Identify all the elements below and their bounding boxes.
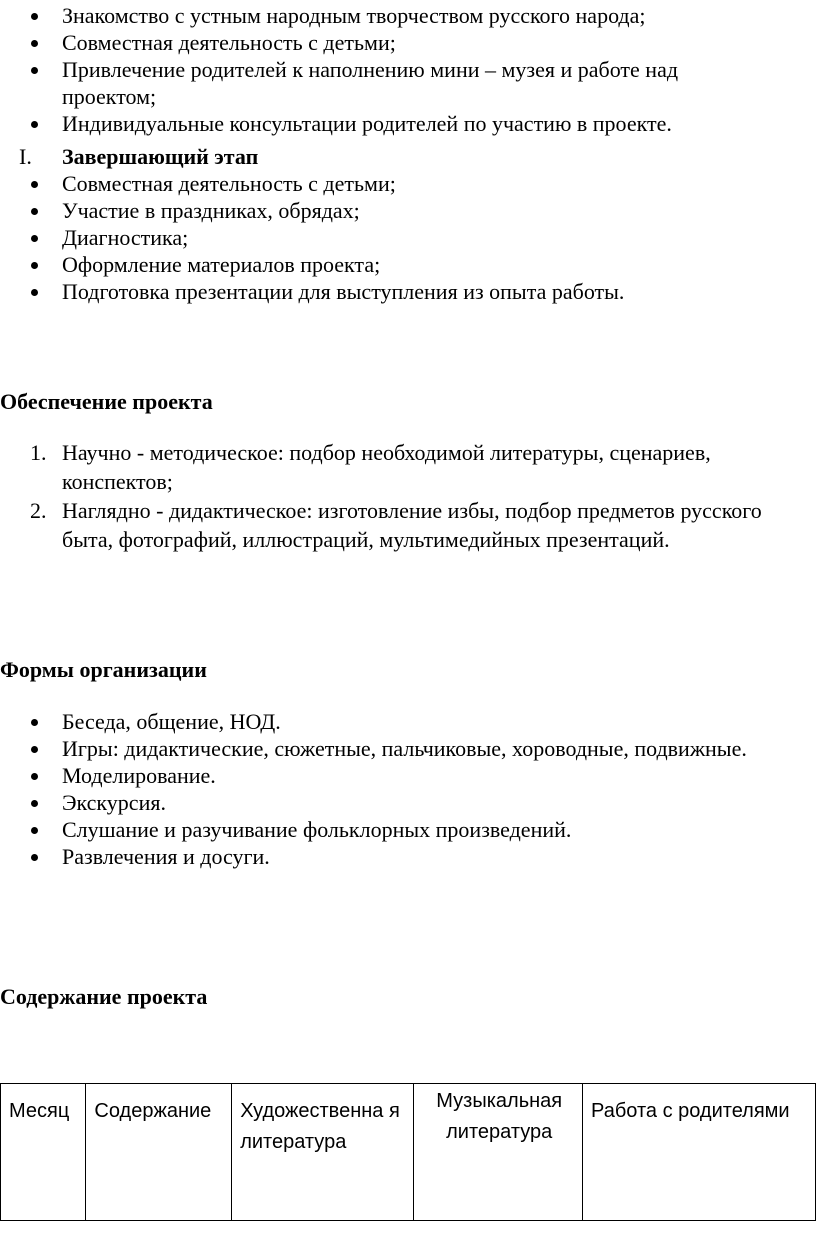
column-header-music: Музыкальная литература — [414, 1084, 583, 1221]
list-item: Совместная деятельность с детьми; — [0, 170, 816, 197]
bullet-icon — [31, 289, 38, 296]
bullet-icon — [31, 773, 38, 780]
list-item: Слушание и разучивание фольклорных произведений. — [0, 816, 816, 843]
bullet-list-activities — [0, 2, 816, 137]
bullet-icon — [31, 746, 38, 753]
numbered-list-support — [0, 438, 816, 554]
column-header-parents: Работа с родителями — [583, 1084, 816, 1221]
list-item: Индивидуальные консультации родителей по участию в проекте. — [0, 110, 816, 137]
bullet-icon — [31, 13, 38, 20]
bullet-icon — [31, 208, 38, 215]
list-item: 1. Научно - методическое: подбор необходимой литературы, сценариев, конспектов; — [30, 440, 711, 494]
bullet-icon — [31, 719, 38, 726]
list-item: Экскурсия. — [0, 789, 816, 816]
list-item: 2. Наглядно - дидактическое: изготовление избы, подбор предметов русского быта, фотографий, иллюстраций, мультимедийных презентаций. — [30, 498, 762, 552]
list-item: Совместная деятельность с детьми; — [0, 29, 816, 56]
section-heading-support: Обеспечение проекта — [0, 389, 213, 414]
list-item: Участие в праздниках, обрядах; — [0, 197, 816, 224]
bullet-icon — [31, 854, 38, 861]
bullet-icon — [31, 235, 38, 242]
bullet-list-forms — [0, 708, 816, 870]
list-item: Привлечение родителей к наполнению мини – музея и работе над проектом; — [0, 56, 816, 110]
list-item: Знакомство с устным народным творчеством русского народа; — [0, 2, 816, 29]
stage-title: Завершающий этап — [62, 144, 259, 169]
list-item: Развлечения и досуги. — [0, 843, 816, 870]
section-heading-forms: Формы организации — [0, 657, 207, 682]
bullet-list-final-stage — [0, 170, 816, 305]
column-header-month: Месяц — [1, 1084, 86, 1221]
item-number: 1. — [30, 440, 47, 465]
bullet-icon — [31, 181, 38, 188]
bullet-icon — [31, 121, 38, 128]
item-number: 2. — [30, 498, 47, 523]
content-table — [0, 1083, 816, 1221]
stage-number: I. — [19, 144, 32, 169]
column-header-content: Содержание — [86, 1084, 232, 1221]
list-item: Оформление материалов проекта; — [0, 251, 816, 278]
section-heading-content: Содержание проекта — [0, 984, 208, 1009]
bullet-icon — [31, 67, 38, 74]
list-item: Беседа, общение, НОД. — [0, 708, 816, 735]
bullet-icon — [31, 827, 38, 834]
bullet-icon — [31, 40, 38, 47]
list-item: Подготовка презентации для выступления из опыта работы. — [0, 278, 816, 305]
bullet-icon — [31, 800, 38, 807]
list-item: Диагностика; — [0, 224, 816, 251]
list-item: Моделирование. — [0, 762, 816, 789]
bullet-icon — [31, 262, 38, 269]
column-header-fiction: Художественна я литература — [232, 1084, 414, 1221]
list-item: Игры: дидактические, сюжетные, пальчиковые, хороводные, подвижные. — [0, 735, 816, 762]
table-header-row — [1, 1084, 816, 1221]
